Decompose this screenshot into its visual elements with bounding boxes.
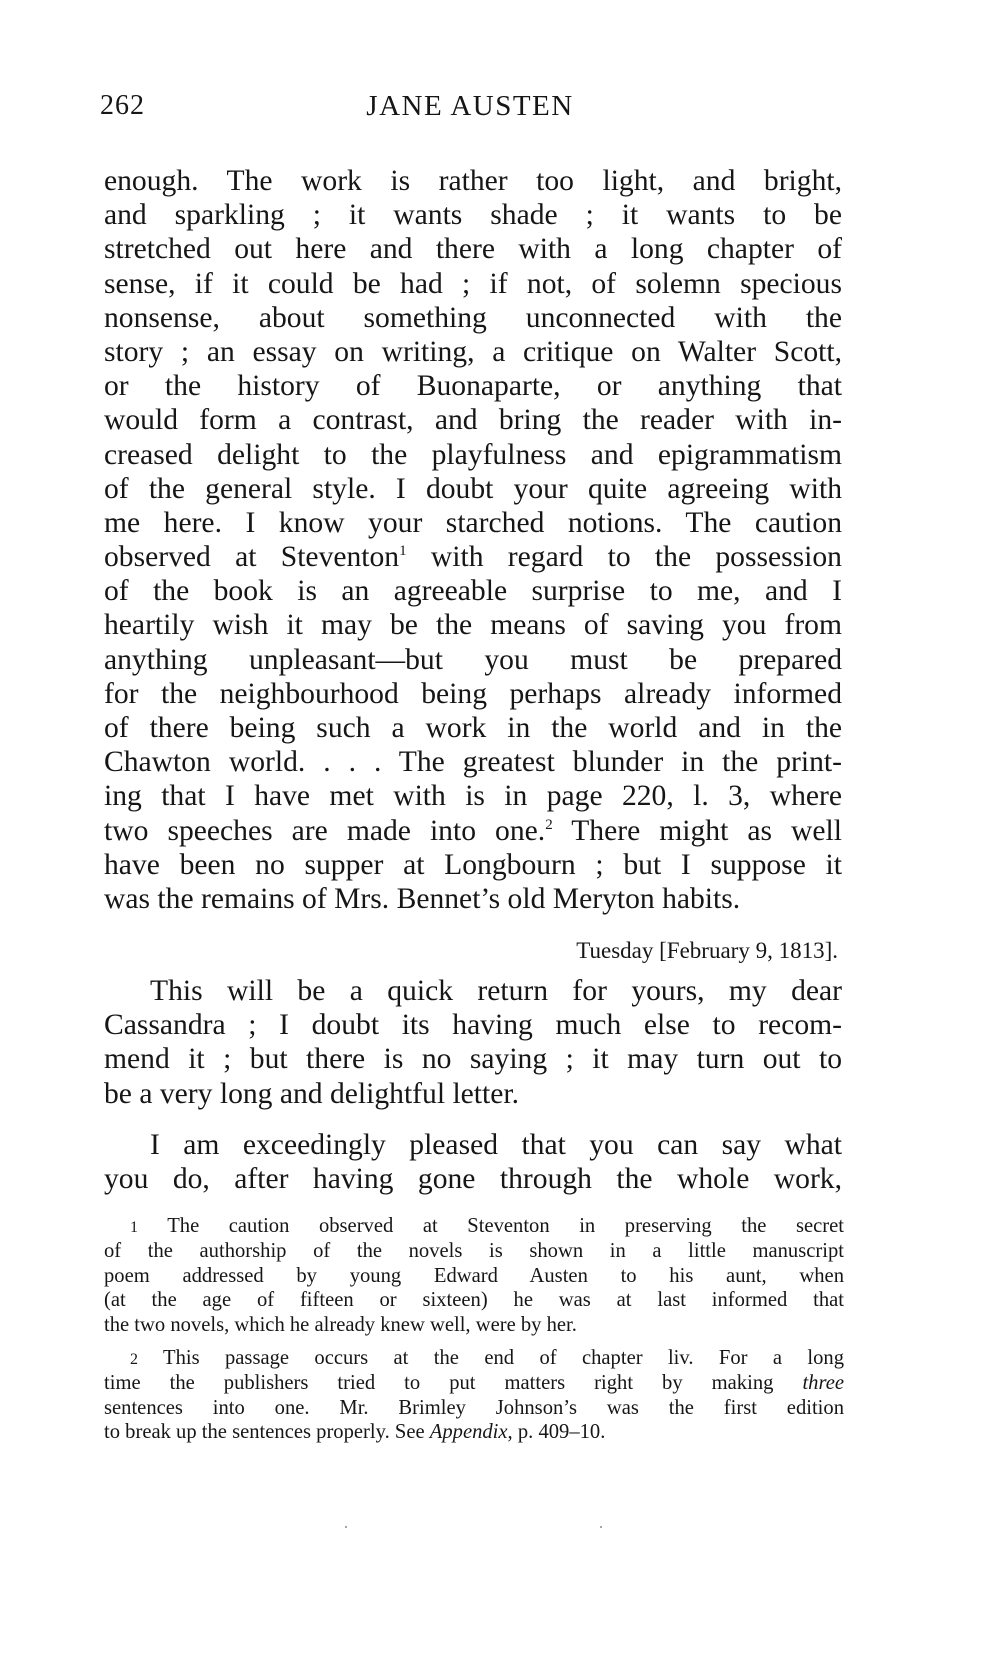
text-line: for the neighbourhood being perhaps already informed	[104, 677, 842, 710]
text-line: would form a contrast, and bring the reader with in-	[104, 404, 842, 437]
text-line: be a very long and delightful letter.	[104, 1077, 520, 1110]
speck	[345, 1526, 347, 1528]
italic-text: three	[802, 1371, 844, 1394]
footnote-line: poem addressed by young Edward Austen to his aunt, when	[104, 1264, 844, 1287]
text-segment: time the publishers tried to put matters right by making	[104, 1371, 803, 1394]
text-line: This will be a quick return for yours, my dear	[150, 975, 842, 1007]
footnote-line	[104, 1346, 844, 1371]
footnote-line: the two novels, which he already knew well, were by her.	[104, 1314, 577, 1337]
page-header	[100, 90, 840, 134]
text-line: was the remains of Mrs. Bennet’s old Meryton habits.	[104, 882, 741, 915]
running-head: JANE AUSTEN	[366, 90, 574, 122]
speck	[600, 1526, 602, 1528]
text-segment: to break up the sentences properly. See	[104, 1421, 430, 1444]
text-segment: There might as well	[552, 814, 843, 847]
text-segment: , p. 409–10.	[507, 1421, 606, 1444]
text-line: I am exceedingly pleased that you can say what	[150, 1129, 842, 1161]
footnote-ref-1[interactable]: 1	[399, 543, 407, 560]
footnote-line	[104, 1214, 844, 1239]
text-line: of the book is an agreeable surprise to me, and I	[104, 575, 842, 608]
text-line: ing that I have met with is in page 220, l. 3, where	[104, 780, 842, 813]
text-segment: two speeches are made into one.	[104, 814, 546, 847]
text-line: enough. The work is rather too light, and bright,	[104, 165, 842, 197]
page-number: 262	[100, 90, 145, 121]
footnote-2	[104, 1346, 844, 1445]
text-line: creased delight to the playfulness and epigrammatism	[104, 438, 842, 471]
footnote-line: (at the age of fifteen or sixteen) he was at last informed that	[104, 1289, 844, 1312]
footnote-mark: 1	[130, 1219, 138, 1236]
text-segment: The caution observed at Steventon in preserving the secret	[138, 1215, 844, 1237]
text-line: of there being such a work in the world and in the	[104, 712, 842, 744]
text-line: Cassandra ; I doubt its having much else to recom-	[104, 1009, 842, 1042]
text-line: of the general style. I doubt your quite agreeing with	[104, 472, 842, 505]
footnote-line	[104, 1420, 844, 1445]
text-line: heartily wish it may be the means of saving you from	[104, 609, 842, 642]
footnote-1	[104, 1214, 844, 1338]
paragraph-2	[104, 974, 842, 1111]
text-line: nonsense, about something unconnected with the	[104, 301, 842, 334]
footnote-line: sentences into one. Mr. Brimley Johnson’s was the first edition	[104, 1396, 844, 1419]
text-line: or the history of Buonaparte, or anything that	[104, 370, 842, 403]
footnote-line: of the authorship of the novels is shown in a little manuscript	[104, 1239, 844, 1262]
text-line: have been no supper at Longbourn ; but I suppose it	[104, 848, 842, 881]
letter-dateline: Tuesday [February 9, 1813].	[576, 938, 838, 963]
text-segment: with regard to the possession	[406, 541, 842, 574]
footnotes	[104, 1214, 844, 1453]
text-line: stretched out here and there with a long chapter of	[104, 233, 842, 266]
text-line	[104, 814, 842, 848]
paragraph-3	[104, 1128, 842, 1196]
footnote-line	[104, 1371, 844, 1396]
text-line: me here. I know your starched notions. The caution	[104, 506, 842, 539]
italic-text: Appendix	[429, 1421, 508, 1444]
text-line: anything unpleasant—but you must be prepared	[104, 643, 842, 676]
footnote-ref-2[interactable]: 2	[545, 816, 553, 833]
print-specks	[0, 1526, 1000, 1530]
text-line: sense, if it could be had ; if not, of solemn specious	[104, 267, 842, 300]
footnote-mark: 2	[130, 1350, 138, 1368]
text-line: mend it ; but there is no saying ; it may turn out to	[104, 1043, 842, 1076]
paragraph-1	[104, 164, 842, 916]
text-line: story ; an essay on writing, a critique on Walter Scott,	[104, 335, 842, 368]
text-line	[104, 540, 842, 574]
text-line: you do, after having gone through the whole work,	[104, 1163, 842, 1196]
text-line: Chawton world. . . . The greatest blunder in the print-	[104, 746, 842, 779]
text-line: and sparkling ; it wants shade ; it wants to be	[104, 199, 842, 232]
text-segment: This passage occurs at the end of chapter liv. For a long	[138, 1346, 844, 1369]
text-segment: observed at Steventon	[104, 541, 400, 574]
